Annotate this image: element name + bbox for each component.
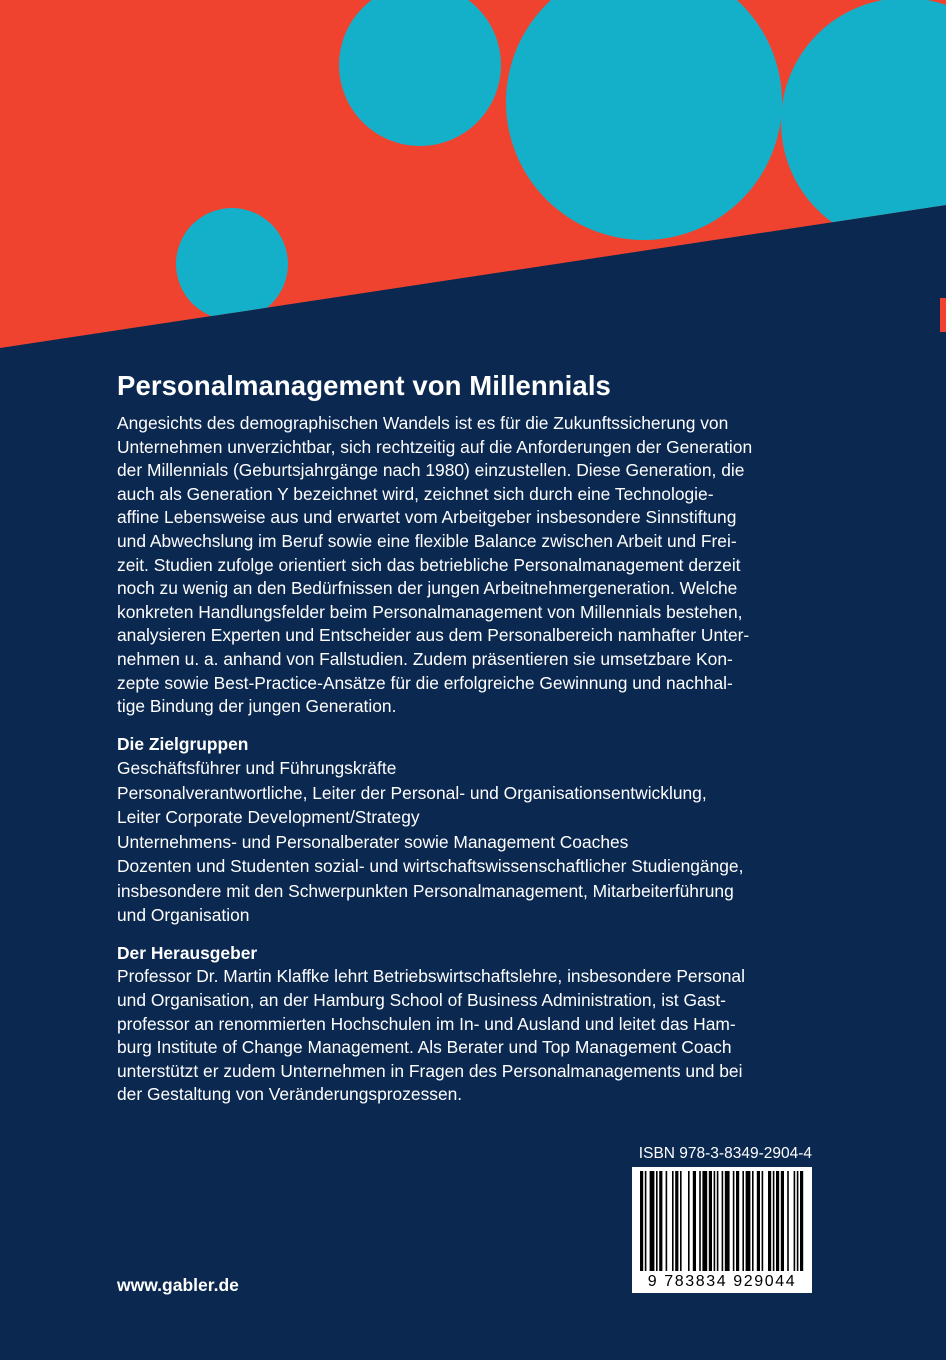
description-line: zepte sowie Best-Practice-Ansätze für die erfolgreiche Gewinnung und nachhal- — [117, 672, 733, 693]
barcode-bar — [666, 1171, 668, 1271]
barcode-bar — [702, 1171, 707, 1271]
barcode-bar — [776, 1171, 779, 1271]
audience-item: und Organisation — [117, 905, 250, 926]
description-line: auch als Generation Y bezeichnet wird, zeichnet sich durch eine Technologie- — [117, 483, 714, 504]
editor-bio-line: unterstützt er zudem Unternehmen in Fragen des Personalmanagements und bei — [117, 1060, 743, 1081]
barcode-bar — [773, 1171, 775, 1271]
barcode-digits: 9 783834 929044 — [647, 1273, 797, 1290]
barcode-bar — [699, 1171, 701, 1271]
barcode-bar — [709, 1171, 712, 1271]
audience-item: Personalverantwortliche, Leiter der Personal- und Organisationsentwicklung, — [117, 782, 707, 803]
audience-item: Geschäftsführer und Führungskräfte — [117, 758, 397, 779]
description-line: noch zu wenig an den Bedürfnissen der jungen Arbeitnehmergeneration. Welche — [117, 578, 738, 599]
back-cover-text — [117, 368, 817, 1107]
description — [117, 412, 817, 719]
audience-item: Dozenten und Studenten sozial- und wirtschaftswissenschaftlicher Studiengänge, — [117, 856, 744, 877]
audience-item: Unternehmens- und Personalberater sowie Management Coaches — [117, 831, 629, 852]
barcode-bar — [800, 1171, 803, 1271]
barcode-bar — [794, 1171, 796, 1271]
barcode-bar — [656, 1171, 658, 1271]
barcode-bar — [797, 1171, 799, 1271]
editor-bio-line: burg Institute of Change Management. Als Berater und Top Management Coach — [117, 1037, 732, 1058]
audience-item: insbesondere mit den Schwerpunkten Personalmanagement, Mitarbeiterführung — [117, 880, 734, 901]
barcode-bar — [640, 1171, 643, 1271]
barcode-bar — [757, 1171, 760, 1271]
description-line: nehmen u. a. anhand von Fallstudien. Zudem präsentieren sie umsetzbare Kon- — [117, 648, 733, 669]
barcode-bar — [742, 1171, 744, 1271]
barcode-bar — [717, 1171, 719, 1271]
barcode-bar — [752, 1171, 754, 1271]
audience-item: Leiter Corporate Development/Strategy — [117, 807, 420, 828]
barcode-bar — [672, 1171, 674, 1271]
barcode-bar — [688, 1171, 690, 1271]
isbn-label: ISBN 978-3-8349-2904-4 — [638, 1145, 812, 1162]
barcode-bar — [787, 1171, 789, 1271]
barcode-bar — [733, 1171, 735, 1271]
cyan-circle — [176, 208, 288, 320]
barcode-bar — [722, 1171, 724, 1271]
editor-bio — [117, 965, 817, 1107]
description-line: zeit. Studien zufolge orientiert sich das betriebliche Personalmanagement derzeit — [117, 554, 741, 575]
barcode-bar — [736, 1171, 739, 1271]
editor-bio-line: der Gestaltung von Veränderungsprozessen. — [117, 1084, 463, 1105]
barcode-bar — [725, 1171, 730, 1271]
description-line: und Abwechslung im Beruf sowie eine flexible Balance zwischen Arbeit und Frei- — [117, 530, 737, 551]
barcode-bar — [645, 1171, 647, 1271]
book-title: Personalmanagement von Millennials — [117, 370, 611, 401]
barcode-bar — [659, 1171, 662, 1271]
description-line: tige Bindung der jungen Generation. — [117, 696, 397, 717]
editor-bio-line: professor an renommierten Hochschulen im In- und Ausland und leitet das Ham- — [117, 1013, 736, 1034]
editor-heading: Der Herausgeber — [117, 942, 258, 963]
barcode-bar — [680, 1171, 682, 1271]
barcode-bar — [714, 1171, 716, 1271]
barcode-bars — [632, 1167, 812, 1273]
description-line: affine Lebensweise aus und erwartet vom Arbeitgeber insbesondere Sinnstiftung — [117, 507, 737, 528]
editor-bio-line: und Organisation, an der Hamburg School of Business Administration, ist Gast- — [117, 990, 726, 1010]
barcode-bar — [746, 1171, 751, 1271]
description-line: konkreten Handlungsfelder beim Personalmanagement von Millennials bestehen, — [117, 601, 743, 622]
barcode-bar — [768, 1171, 771, 1271]
audience-heading: Die Zielgruppen — [117, 733, 249, 754]
barcode-bar — [650, 1171, 655, 1271]
audience-list — [117, 756, 817, 928]
coral-edge-mark — [940, 298, 946, 332]
publisher-website: www.gabler.de — [117, 1275, 239, 1295]
description-line: analysieren Experten und Entscheider aus dem Personalbereich namhafter Unter- — [117, 625, 750, 646]
description-line: der Millennials (Geburtsjahrgänge nach 1980) einzustellen. Diese Generation, die — [117, 460, 745, 481]
barcode-bar — [675, 1171, 678, 1271]
barcode-bar — [762, 1171, 764, 1271]
barcode — [632, 1167, 812, 1293]
barcode-bar — [781, 1171, 784, 1271]
description-line: Angesichts des demographischen Wandels ist es für die Zukunftssicherung von — [117, 413, 729, 433]
description-line: Unternehmen unverzichtbar, sich rechtzeitig auf die Anforderungen der Generation — [117, 436, 753, 457]
editor-bio-line: Professor Dr. Martin Klaffke lehrt Betriebswirtschaftslehre, insbesondere Personal — [117, 966, 745, 987]
cover-artwork — [0, 0, 946, 420]
barcode-bar — [693, 1171, 696, 1271]
